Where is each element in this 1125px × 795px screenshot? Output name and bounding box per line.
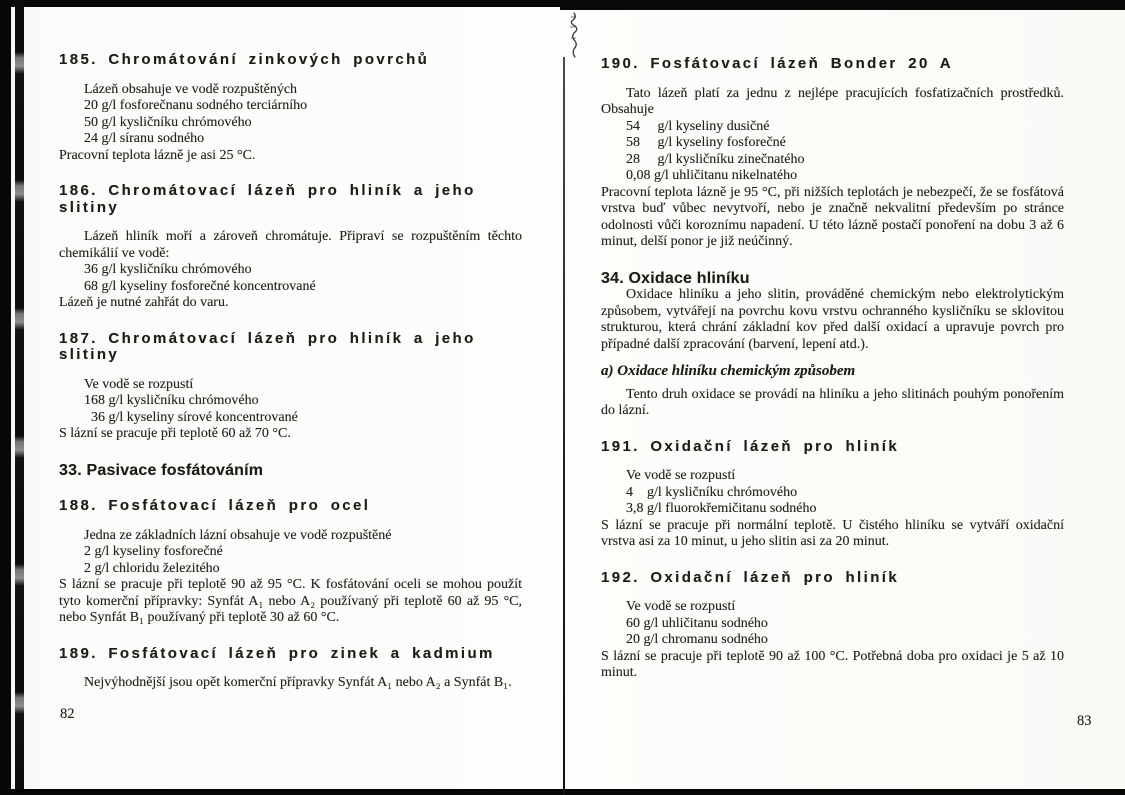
text-line: S lázní se pracuje při normální teplotě. U čistého hliníku se vytváří oxidační vrstva asi za 10 minut, u jeho slitin asi za 20 minut. (601, 517, 1064, 549)
text-line: Tento druh oxidace se provádí na hliníku a jeho slitinách pouhým ponořením do lázní. (601, 386, 1064, 418)
section (601, 439, 1064, 551)
text-line: S lázní se pracuje při teplotě 90 až 95 °C. K fosfátování oceli se mohou použít tyto komerční přípravky: Synfát A₁ nebo A₂ používaný při teplotě 60 až 95 °C, nebo Synfát B₁ používaný při teplotě 30 až 60 °C. (59, 577, 522, 625)
section (59, 183, 522, 312)
text-line: 2 g/l chloridu železitého (84, 560, 220, 576)
text-line: 168 g/l kysličníku chrómového (84, 393, 259, 408)
text-line: Lázeň je nutné zahřát do varu. (59, 295, 229, 310)
text-line: 60 g/l uhličitanu sodného (626, 615, 768, 631)
section-heading: 34. Oxidace hliníku (601, 269, 750, 287)
text-line: Lázeň hliník moří a zároveň chromátuje. Připraví se rozpuštěním těchto chemikálií ve vodě: (59, 229, 522, 261)
section (59, 331, 522, 443)
section-heading: 186. Chromátovací lázeň pro hliník a jeho slitiny (59, 182, 476, 216)
scan-border-left (0, 0, 11, 795)
text-line: 3,8 g/l fluorokřemičitanu sodného (626, 501, 817, 516)
text-line: S lázní se pracuje při teplotě 90 až 100 °C. Potřebná doba pro oxidaci je 5 až 10 minut. (601, 648, 1064, 680)
text-line: 54 g/l kyseliny dusičné (626, 118, 770, 134)
right-page (601, 56, 1064, 682)
section-heading: 187. Chromátovací lázeň pro hliník a jeho slitiny (59, 329, 476, 363)
section-heading: 191. Oxidační lázeň pro hliník (601, 437, 900, 455)
text-line: Pracovní teplota lázně je 95 °C, při nižších teplotách je nebezpečí, že se fosfátová vrstva buď vůbec nevytvoří, nebo je značně nekvalitní především po stránce odolnosti vůči koroznímu napadení. U této lázně postačí ponoření na dobu 3 až 6 minut, delší ponor je již neúčinný. (601, 184, 1064, 249)
text-line: Nejvýhodnější jsou opět komerční přípravky Synfát A₁ nebo A₂ a Synfát B₁. (84, 675, 512, 690)
text-line: 68 g/l kyseliny fosforečné koncentrované (84, 278, 316, 294)
text-line: 20 g/l fosforečnanu sodného terciárního (84, 98, 308, 113)
text-line: 4 g/l kysličníku chrómového (626, 484, 798, 500)
section (601, 271, 1064, 354)
section-heading: 33. Pasivace fosfátováním (59, 461, 264, 479)
text-line: 58 g/l kyseliny fosforečné (626, 135, 786, 150)
scan-border-top-right (560, 0, 1125, 10)
text-line: Lázeň obsahuje ve vodě rozpuštěných (84, 81, 298, 97)
text-line: S lázní se pracuje při teplotě 60 až 70 °C. (59, 426, 291, 441)
left-page (59, 52, 522, 692)
text-line: Ve vodě se rozpustí (626, 468, 736, 483)
page-number-right: 83 (1077, 713, 1092, 729)
text-line: Oxidace hliníku a jeho slitin, prováděné chemickým nebo elektrolytickým způsobem, vytvářejí na povrchu kovu vrstvu ochranného kysličníku se sklovitou strukturou, která chrání základní kov před další oxidací a upravuje povrch pro případné další zpracování (barvení, lepení atd.). (601, 287, 1064, 352)
section (59, 498, 522, 627)
section-heading: 185. Chromátování zinkových povrchů (59, 51, 430, 68)
text-line: Jedna ze základních lázní obsahuje ve vodě rozpuštěné (84, 527, 392, 543)
text-line: 36 g/l kysličníku chrómového (84, 262, 252, 277)
section-heading: 192. Oxidační lázeň pro hliník (601, 568, 900, 586)
page-number-left: 82 (60, 706, 75, 722)
section (59, 646, 522, 692)
text-line: 28 g/l kysličníku zinečnatého (626, 151, 805, 167)
section (59, 52, 522, 164)
section (601, 363, 1064, 420)
gutter-scribble-artifact (566, 11, 582, 61)
text-line: 24 g/l síranu sodného (84, 131, 205, 146)
section (601, 570, 1064, 682)
text-line: 0,08 g/l uhličitanu nikelnatého (626, 168, 798, 183)
section-heading: 188. Fosfátovací lázeň pro ocel (59, 497, 371, 514)
scan-border-left-mottled (15, 0, 24, 795)
section-heading: 189. Fosfátovací lázeň pro zinek a kadmium (59, 644, 495, 662)
page-gutter-line (563, 57, 565, 795)
text-line: Ve vodě se rozpustí (84, 376, 194, 392)
text-line: 50 g/l kysličníku chrómového (84, 114, 252, 130)
section (601, 56, 1064, 251)
text-line: 36 g/l kyseliny sírové koncentrované (84, 409, 298, 425)
text-line: Ve vodě se rozpustí (626, 599, 736, 614)
text-line: 2 g/l kyseliny fosforečné (84, 544, 223, 559)
section-heading: 190. Fosfátovací lázeň Bonder 20 A (601, 55, 953, 72)
text-line: 20 g/l chromanu sodného (626, 632, 768, 647)
section-heading: a) Oxidace hliníku chemickým způsobem (601, 363, 856, 379)
section (59, 463, 522, 480)
text-line: Tato lázeň platí za jednu z nejlépe pracujících fosfatizačních prostředků. Obsahuje (601, 85, 1064, 117)
text-line: Pracovní teplota lázně je asi 25 °C. (59, 147, 256, 163)
